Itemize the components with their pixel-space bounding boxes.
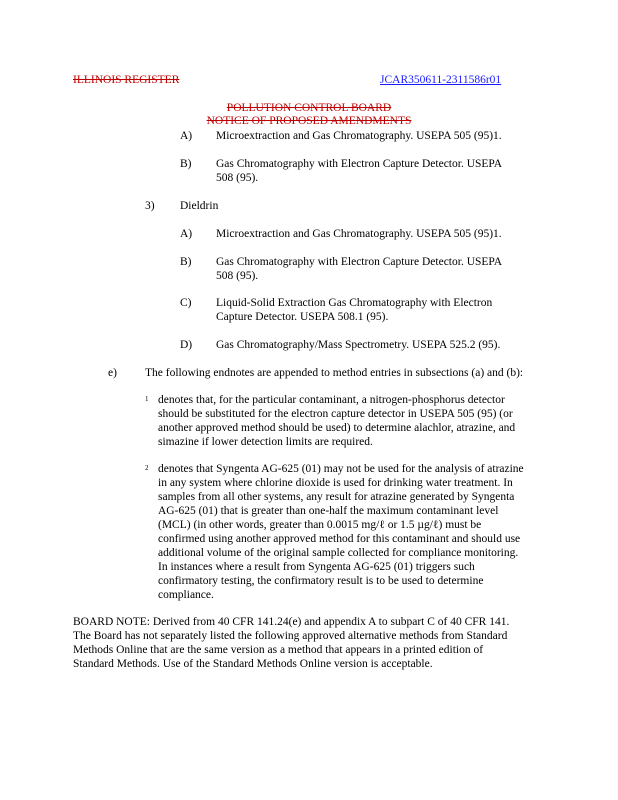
endnote-marker: 1 bbox=[145, 395, 149, 403]
item-text: Gas Chromatography/Mass Spectrometry. USEPA 525.2 (95). bbox=[216, 339, 501, 351]
item-label: B) bbox=[180, 158, 192, 170]
item-text: Capture Detector. USEPA 508.1 (95). bbox=[216, 311, 389, 323]
board-note-line: BOARD NOTE: Derived from 40 CFR 141.24(e) and appendix A to subpart C of 40 CFR 141. bbox=[73, 616, 510, 628]
notice-title: NOTICE OF PROPOSED AMENDMENTS bbox=[206, 115, 412, 127]
header-register-title: ILLINOIS REGISTER bbox=[73, 74, 180, 86]
item-text: 508 (95). bbox=[216, 172, 259, 184]
endnote-line: compliance. bbox=[158, 589, 214, 601]
item-label: 3) bbox=[145, 200, 155, 212]
item-text: Microextraction and Gas Chromatography. USEPA 505 (95)1. bbox=[216, 130, 502, 142]
endnote-line: denotes that Syngenta AG-625 (01) may not be used for the analysis of atrazine bbox=[158, 463, 524, 475]
item-text: Microextraction and Gas Chromatography. USEPA 505 (95)1. bbox=[216, 228, 502, 240]
agency-title: POLLUTION CONTROL BOARD bbox=[226, 102, 392, 114]
section-label: e) bbox=[108, 367, 117, 379]
board-note-line: Methods Online that are the same version as a method that appears in a printed edition of bbox=[73, 644, 484, 656]
section-text: The following endnotes are appended to method entries in subsections (a) and (b): bbox=[145, 367, 524, 379]
board-note-line: Standard Methods. Use of the Standard Methods Online version is acceptable. bbox=[73, 658, 433, 670]
item-label: A) bbox=[180, 228, 193, 240]
item-text: Gas Chromatography with Electron Capture Detector. USEPA bbox=[216, 256, 503, 268]
endnote-line: denotes that, for the particular contaminant, a nitrogen-phosphorus detector bbox=[158, 394, 505, 406]
board-note-line: The Board has not separately listed the following approved alternative methods from Standard bbox=[73, 630, 508, 642]
endnote-line: additional volume of the original sample collected for compliance monitoring. bbox=[158, 547, 519, 559]
item-text: Liquid-Solid Extraction Gas Chromatography with Electron bbox=[216, 297, 493, 309]
endnote-line: confirmatory testing, the confirmatory result is to be used to determine bbox=[158, 575, 484, 587]
endnote-line: In instances where a result from Syngenta AG-625 (01) triggers such bbox=[158, 561, 475, 573]
endnote-line: AG-625 (01) that is greater than one-half the maximum contaminant level bbox=[158, 505, 499, 517]
item-label: A) bbox=[180, 130, 193, 142]
endnote-line: another approved method should be used) to determine alachlor, atrazine, and bbox=[158, 422, 516, 434]
endnote-line: in any system where chlorine dioxide is used for drinking water treatment. In bbox=[158, 477, 513, 489]
item-text: Gas Chromatography with Electron Capture Detector. USEPA bbox=[216, 158, 503, 170]
endnote-line: confirmed using another approved method for this contaminant and should use bbox=[158, 533, 521, 545]
item-label: B) bbox=[180, 256, 192, 268]
item-label: D) bbox=[180, 339, 193, 351]
endnote-line: (MCL) (in other words, greater than 0.0015 mg/ℓ or 1.5 µg/ℓ) must be bbox=[158, 519, 482, 531]
item-text: 508 (95). bbox=[216, 270, 259, 282]
endnote-line: should be substituted for the electron capture detector in USEPA 505 (95) (or bbox=[158, 408, 513, 420]
endnote-line: simazine if lower detection limits are required. bbox=[158, 436, 373, 448]
item-text: Dieldrin bbox=[180, 200, 219, 212]
item-label: C) bbox=[180, 297, 192, 309]
endnote-line: samples from all other systems, any result for atrazine generated by Syngenta bbox=[158, 491, 515, 503]
endnote-marker: 2 bbox=[145, 464, 149, 472]
header-document-id[interactable]: JCAR350611-2311586r01 bbox=[380, 74, 502, 86]
